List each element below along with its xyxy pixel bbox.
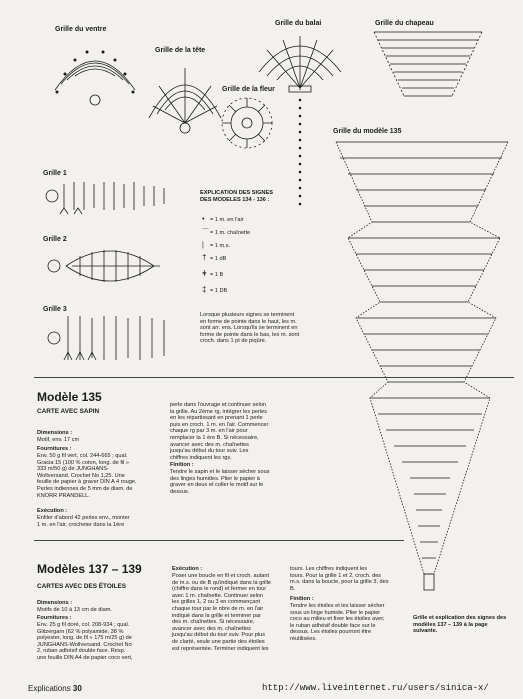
m135-fin-heading: Finition : [170, 462, 194, 468]
grille3-diagram [40, 312, 190, 364]
grille2-diagram [40, 240, 170, 296]
legend-item: † = 1 dB [202, 253, 227, 262]
m135-dim-text: Motif, env. 17 cm [37, 437, 80, 443]
double-crochet-icon: ǂ [202, 269, 207, 278]
m135-fin-text: Tendre le sapin et le laisser sécher sous des linges humides. Plier le papier à graver en deux et coller le motif sur le dessus. [170, 469, 270, 495]
chart-label-g1: Grille 1 [43, 170, 67, 177]
grille1-diagram [40, 176, 190, 218]
chart-label-ventre: Grille du ventre [55, 26, 107, 33]
m137-dim-text: Motifs de 10 à 13 cm de diam. [37, 607, 112, 613]
m137-exec-text: Poser une boucle en fil et croch. autant de m.s. ou de B qu'indiqué dans la grille (chiffre dans le rond) et fermer en tour avec 1 m. chaînette. Continuer selon les grilles 1, 2 ou 3 en commençant chaque tour par le nbre de m. en l'air indiqué dans la grille et terminer par des m. chaînettes. Si nécessaire, avancer avec des m. chaînettes jusqu'au début du tour suiv. Pour plus de clarté, seule une partie des étoiles est représentée. Terminer indiquent les [172, 573, 272, 652]
watermark-url: http://www.liveinternet.ru/users/sinica-x/ [262, 683, 489, 693]
chart-label-modele135: Grille du modèle 135 [333, 128, 402, 135]
m135-subtitle: CARTE AVEC SAPIN [37, 408, 100, 415]
m135-dim-heading: Dimensions : [37, 430, 73, 436]
triple-crochet-icon: ‡ [202, 285, 207, 294]
footer-section-name: Explications [28, 684, 71, 693]
legend-note: Lorsque plusieurs signes se terminent en forme de pointe dans le haut, les m. sont arr. ens. Lorsqu'ils se terminent en forme de pointe dans le bas, les m. sont croch. dans 1 pt de piqûre. [200, 312, 300, 345]
sapin-chart-diagram [330, 138, 520, 598]
m137-subtitle: CARTES AVEC DES ÉTOILES [37, 583, 127, 590]
section-divider [34, 377, 514, 378]
legend-item: • = 1 m. en l'air [202, 216, 244, 223]
footer-label [28, 684, 82, 693]
slip-stitch-icon: ⌒ [202, 229, 209, 236]
m135-exec-text: Enfiler d'abord 42 perles env., monter 1 m. en l'air, crocheter dans la 1ère [37, 515, 130, 528]
m135-four-heading: Fournitures : [37, 446, 72, 452]
m137-fin-text: Tendre les étoiles et les laisser sécher sous un linge humide. Plier le papier coco au milieu et fixer les étoiles avec le ruban adhésif double face sur le dessus. Les étoiles pourront être réutilisées. [290, 603, 385, 642]
chart-label-chapeau: Grille du chapeau [375, 20, 434, 27]
caption-next-page: Grille et explication des signes des modèles 137 – 139 à la page suivante. [413, 615, 507, 635]
chart-label-fleur: Grille de la fleur [222, 86, 275, 93]
half-double-icon: † [202, 253, 207, 262]
legend-item: ⌒= 1 m. chaînette [202, 229, 251, 236]
chain-stitch-icon: • [202, 216, 205, 223]
m137-dim-heading: Dimensions : [37, 600, 73, 606]
page-number: 30 [72, 684, 82, 693]
ventre-chart-diagram [45, 34, 145, 109]
m137-title: Modèles 137 – 139 [37, 562, 142, 576]
tete-chart-diagram [145, 58, 225, 140]
chart-label-g3: Grille 3 [43, 306, 67, 313]
m137-four-text: Env. 25 g fil doré, col. 208-934 ; qual. Glitzergarn (62 % polyamide, 38 % polyester, long. de fil » 175 m/25 g) de JUNGHANS-Wollversand. Crochet No 2, ruban adhésif double face. Resp. une feuille DIN A4 de papier coco vert, [37, 622, 133, 661]
single-crochet-icon: | [202, 242, 204, 249]
m137-four-heading: Fournitures : [37, 615, 72, 621]
fleur-chart-diagram [218, 94, 276, 152]
m137-fin-heading: Finition : [290, 596, 314, 602]
legend-item: ‡ = 1 DB [202, 285, 228, 294]
m135-exec-heading: Exécution : [37, 508, 68, 514]
chart-label-balai: Grille du balai [275, 20, 322, 27]
chapeau-chart-diagram [368, 28, 488, 100]
chart-label-tete: Grille de la tête [155, 47, 206, 54]
section-divider [34, 540, 404, 541]
m135-four-text: Env. 50 g fil vert, col. 244-665 ; qual. Gracia 15 (100 % coton, long. de fil » 333 m/50 g) de JUNGHANS- Wollversand. Crochet No 1,25. Une feuille de papier à graver DIN A 4 rouge. Perles indiennes de 5 mm de diam. de KNORR PRANDELL. [37, 453, 137, 499]
legend-list [202, 208, 250, 295]
legend-item: | = 1 m.s. [202, 242, 231, 249]
m135-title: Modèle 135 [37, 390, 102, 404]
m135-col2-text: perle dans l'ouvrage et continuer selon la grille. Au 2ème rg, intégrer les perles en les répartissant en prenant 1 perle puis en croch. 1 m. en l'air. Commencer chaque rg par 3 m. en l'air pour remplacer la 1 ère B. Si nécessaire, avancer avec des m. chaînettes jusqu'au début du tour suiv. Les chiffres indiquent les rgs. [170, 402, 269, 461]
legend-title: EXPLICATION DES SIGNES DES MODELES 134 - 136 : [200, 190, 273, 203]
chart-label-g2: Grille 2 [43, 236, 67, 243]
m137-col3-text: tours. Les chiffres indiquent les tours. Pour la grille 1 et 2, croch. des m.s. dans la boucle, pour la grille 3, des B. [290, 566, 389, 592]
m137-exec-heading: Exécution : [172, 566, 203, 572]
legend-item: ǂ = 1 B [202, 269, 224, 278]
